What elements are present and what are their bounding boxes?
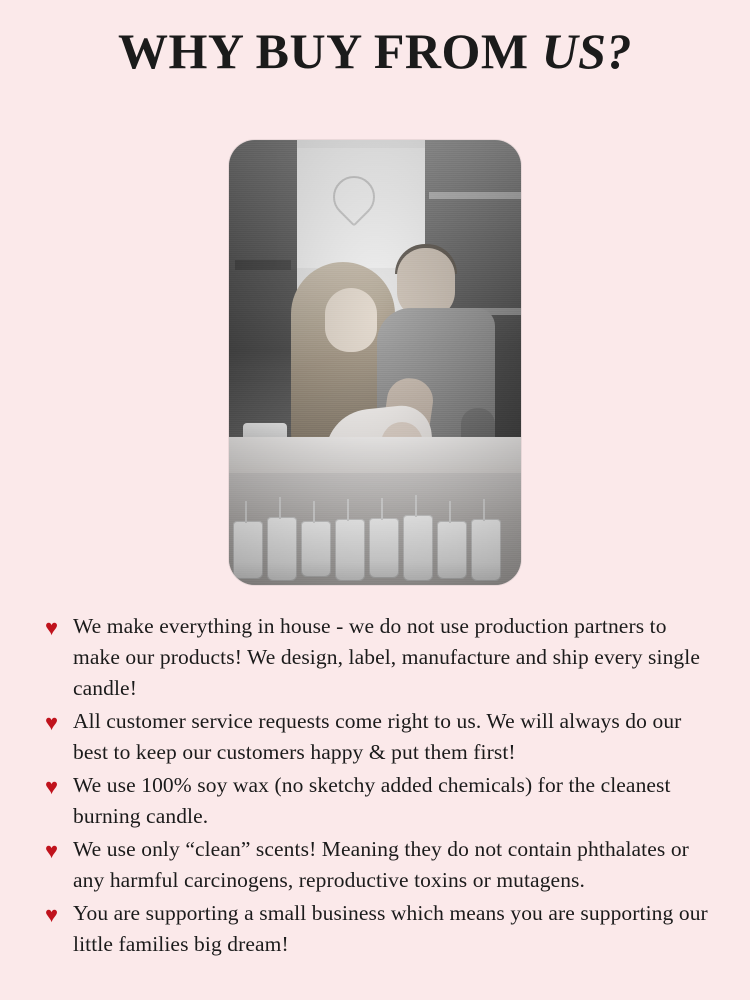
list-item-text: We use only “clean” scents! Meaning they do not contain phthalates or any harmful carcinogens, reproductive toxins or mutagens. xyxy=(73,836,689,892)
list-item-text: We make everything in house - we do not use production partners to make our products! We design, label, manufacture and ship every single candle! xyxy=(73,613,700,700)
heart-icon: ♥ xyxy=(45,837,59,863)
heart-icon: ♥ xyxy=(45,709,59,735)
family-photo-image xyxy=(229,140,521,585)
list-item-text: All customer service requests come right to us. We will always do our best to keep our customers happy & put them first! xyxy=(73,708,682,764)
list-item-text: We use 100% soy wax (no sketchy added chemicals) for the cleanest burning candle. xyxy=(73,772,671,828)
list-item xyxy=(45,706,711,768)
list-item xyxy=(45,834,711,896)
reasons-list xyxy=(25,611,725,962)
heart-icon: ♥ xyxy=(45,773,59,799)
page-title xyxy=(118,22,632,80)
heart-icon: ♥ xyxy=(45,901,59,927)
list-item xyxy=(45,611,711,704)
heart-icon: ♥ xyxy=(45,614,59,640)
list-item xyxy=(45,898,711,960)
page-title-lead: WHY BUY FROM xyxy=(117,23,542,79)
list-item-text: You are supporting a small business which means you are supporting our little families big dream! xyxy=(73,900,708,956)
family-photo xyxy=(229,140,521,585)
list-item xyxy=(45,770,711,832)
page-title-emphasis: US? xyxy=(541,23,632,79)
photo-vignette-overlay xyxy=(229,140,521,585)
